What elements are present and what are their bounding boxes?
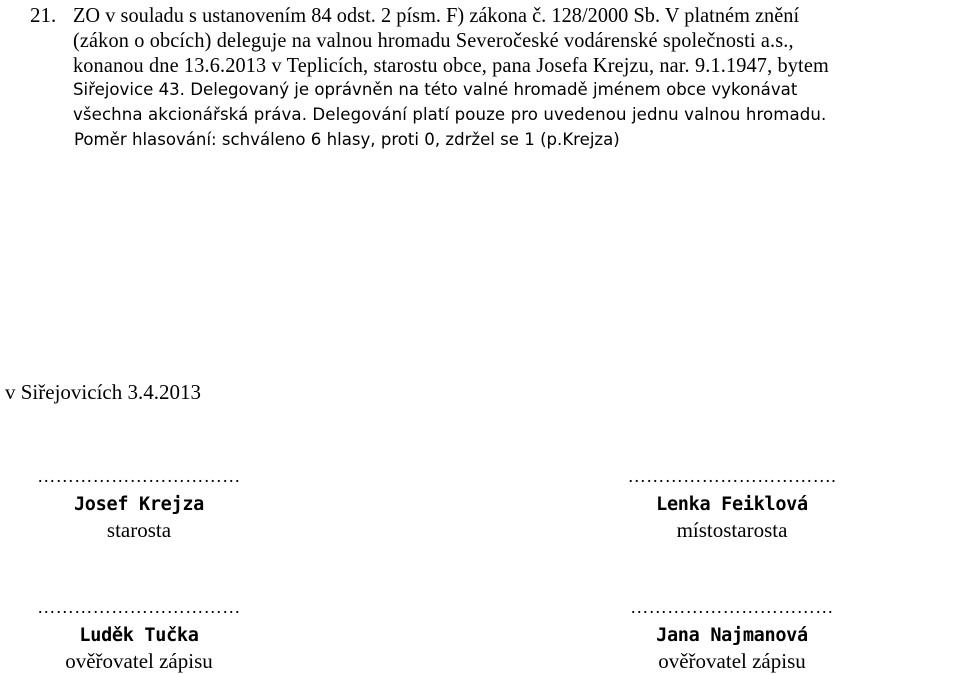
signatory-name: Josef Krejza bbox=[73, 494, 205, 515]
signature-block-mayor bbox=[0, 467, 278, 542]
signature-block-deputy-mayor bbox=[582, 467, 882, 542]
resolution-line-3: konanou dne 13.6.2013 v Teplicích, starostu obce, pana Josefa Krejzu, nar. 9.1.1947, bytem bbox=[73, 53, 829, 77]
resolution-number: 21. bbox=[30, 3, 57, 27]
place-and-date: v Siřejovicích 3.4.2013 bbox=[5, 380, 201, 404]
signatory-role: místostarosta bbox=[676, 518, 788, 542]
signature-block-verifier-2 bbox=[582, 598, 882, 673]
signature-line: ……………………………. bbox=[627, 466, 837, 486]
resolution-line-1: ZO v souladu s ustanovením 84 odst. 2 písm. F) zákona č. 128/2000 Sb. V platném znění bbox=[73, 3, 800, 27]
signatory-role: starosta bbox=[106, 518, 172, 542]
resolution-line-2: (zákon o obcích) deleguje na valnou hromadu Severočeské vodárenské společnosti a.s., bbox=[73, 28, 794, 52]
resolution-line-6: Poměr hlasování: schváleno 6 hlasy, proti 0, zdržel se 1 (p.Krejza) bbox=[74, 130, 620, 150]
signature-block-verifier-1 bbox=[0, 598, 278, 673]
signatory-name: Luděk Tučka bbox=[79, 625, 199, 646]
resolution-line-5: všechna akcionářská práva. Delegování platí pouze pro uvedenou jednu valnou hromadu. bbox=[73, 105, 827, 125]
signatory-name: Jana Najmanová bbox=[656, 625, 808, 646]
signature-line: …………………………… bbox=[630, 597, 834, 617]
resolution-line-4: Siřejovice 43. Delegovaný je oprávněn na této valné hromadě jménem obce vykonávat bbox=[73, 80, 798, 100]
signatory-role: ověřovatel zápisu bbox=[65, 649, 213, 673]
signature-line: …………………………… bbox=[37, 597, 241, 617]
signatory-name: Lenka Feiklová bbox=[656, 494, 808, 515]
signature-line: …………………………… bbox=[37, 466, 241, 486]
signatory-role: ověřovatel zápisu bbox=[658, 649, 806, 673]
